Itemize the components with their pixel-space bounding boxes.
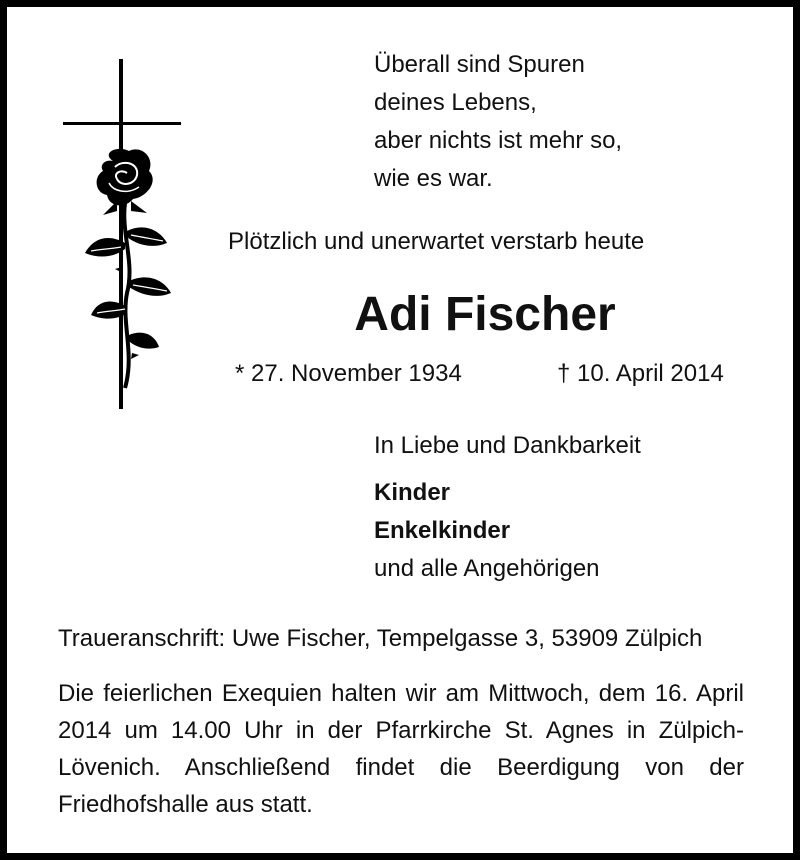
cross-with-rose-icon (55, 53, 187, 413)
poem-line: deines Lebens, (374, 89, 537, 116)
mourning-address: Traueranschrift: Uwe Fischer, Tempelgasse 3, 53909 Zülpich (58, 625, 703, 652)
birth-date: * 27. November 1934 (235, 360, 462, 387)
poem-line: Überall sind Spuren (374, 51, 585, 78)
poem-line: wie es war. (374, 165, 493, 192)
deceased-name: Adi Fischer (354, 288, 616, 341)
death-date: † 10. April 2014 (557, 360, 724, 387)
mourner-name: Enkelkinder (374, 517, 511, 544)
mourners-others: und alle Angehörigen (374, 555, 600, 582)
intro-text: Plötzlich und unerwartet verstarb heute (228, 228, 645, 255)
mourner-name: Kinder (374, 479, 451, 506)
funeral-details: Die feierlichen Exequien halten wir am Mittwoch, dem 16. April 2014 um 14.00 Uhr in der Pfarrkirche St. Agnes in Zülpich-Lövenich. Anschließend findet die Beerdigung von der Friedhofshalle aus statt. (58, 680, 744, 818)
poem-line: aber nichts ist mehr so, (374, 127, 623, 154)
mourners-heading: In Liebe und Dankbarkeit (374, 432, 641, 459)
